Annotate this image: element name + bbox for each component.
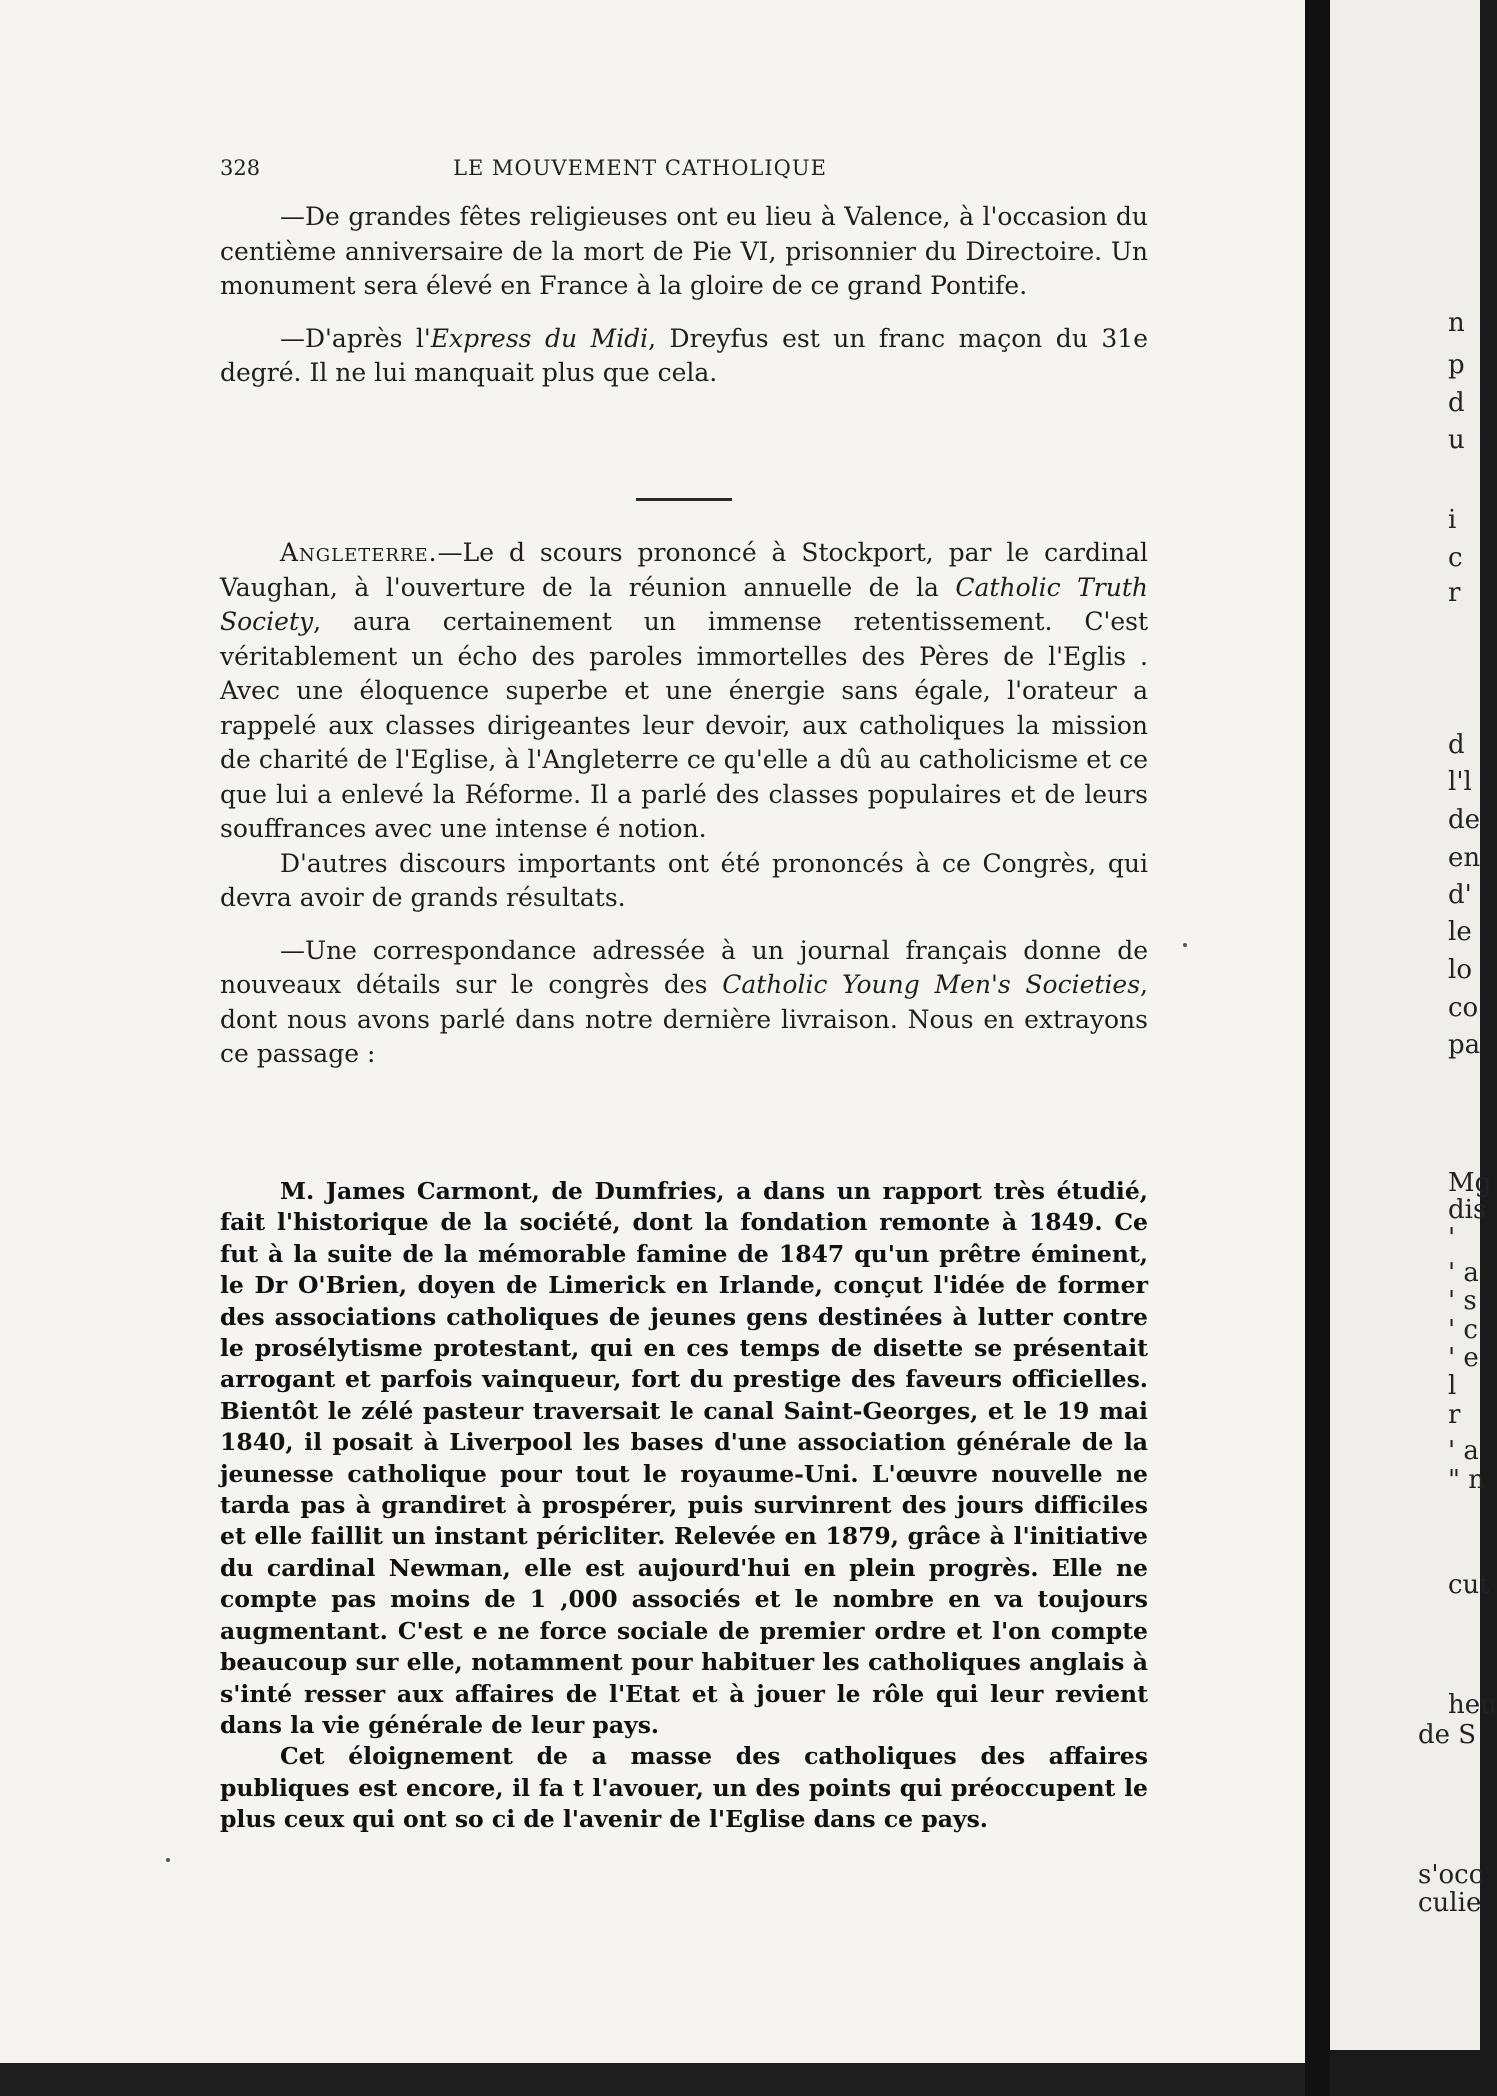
quote-paragraph-1: M. James Carmont, de Dumfries, a dans un rapport très étudié, fait l'historique de la société, dont la fondation remonte à 1849. Ce fut à la suite de la mémorable famine de 1847 qu'un prêtre éminent, le Dr O'Brien, doyen de Limerick en Irlande, conçut l'idée de former des associations catholiques de jeunes gens destinées à lutter contre le prosélytisme protestant, qui en ces temps de disette se présentait arrogant et parfois vainqueur, fort du prestige des faveurs officielles. Bientôt le zélé pasteur traversait le canal Saint-Georges, et le 19 mai 1840, il posait à Liverpool les bases d'une association générale de la jeunesse catholique pour tout le royaume-Uni. L'œuvre nouvelle ne tarda pas à grandiret à prospérer, puis survinrent des jours difficiles et elle faillit un instant péricliter. Relevée en 1879, grâce à l'initiative du cardinal Newman, elle est aujourd'hui en plein progrès. Elle ne compte pas moins de 1 ,000 associés et le nombre en va toujours augmentant. C'est e ne force sociale de premier ordre et l'on compte beaucoup sur elle, notamment pour habituer les catholiques anglais à s'inté resser aux affaires de l'Etat et à jouer le rôle qui leur revient dans la vie générale de leur pays. [220,1177,1148,1739]
top-text-block [220,200,1148,391]
facing-page-fragment: ' c [1448,1315,1478,1345]
facing-page-fragment: d' [1448,880,1472,910]
facing-page-fragment: ' e [1448,1343,1479,1373]
facing-page-fragment: u [1448,425,1465,455]
facing-page-fragment: r [1448,578,1461,608]
quoted-passage [220,1176,1148,1836]
facing-page-fragment: co [1448,993,1479,1023]
section-separator [636,498,732,501]
facing-page-fragment: de S [1418,1720,1477,1750]
facing-page-fragment: ' a [1448,1258,1479,1288]
congress-name: Catholic Young Men's Societies [722,970,1141,999]
speck [166,1858,170,1862]
facing-page-fragment: c [1448,543,1463,573]
paragraph-express: —D'après l'Express du Midi, Dreyfus est un franc maçon du 31e degré. Il ne lui manquait plus que cela. [220,323,1148,387]
facing-page-fragment: Mg [1448,1168,1492,1198]
facing-page-fragment: d [1448,730,1465,760]
facing-page-fragment: d [1448,388,1465,418]
paragraph-autres: D'autres discours importants ont été prononcés à ce Congrès, qui devra avoir de grands résultats. [220,848,1148,912]
facing-page-fragment: n [1448,308,1465,338]
paragraph-angleterre: Angleterre.—Le d scours prononcé à Stockport, par le cardinal Vaughan, à l'ouverture de la réunion annuelle de la Catholic Truth Society, aura certainement un immense retentissement. C'est véritablement un écho des paroles immortelles des Pères de l'Eglis . Avec une éloquence superbe et une énergie sans égale, l'orateur a rappelé aux classes dirigeantes leur devoir, aux catholiques la mission de charité de l'Eglise, à l'Angleterre ce qu'elle a dû au catholicisme et ce que lui a enlevé la Réforme. Il a parlé des classes populaires et de leurs souffrances avec une intense é notion. [220,538,1148,843]
facing-page-fragment: l'l [1448,767,1472,797]
facing-page-fragment: culie [1418,1888,1482,1918]
facing-page-fragment: en [1448,843,1481,873]
section-label: Angleterre. [280,538,438,567]
facing-page-fragment: p [1448,350,1465,380]
facing-page-fragment: lo [1448,955,1472,985]
paragraph-correspondance: —Une correspondance adressée à un journal français donne de nouveaux détails sur le congrès des Catholic Young Men's Societies, dont nous avons parlé dans notre dernière livraison. Nous en extrayons ce passage : [220,935,1148,1068]
society-name: Catholic Truth Society [220,572,1148,636]
publication-title: Express du Midi [430,323,649,353]
page-number: 328 [220,156,261,180]
facing-page-fragment: de [1448,805,1481,835]
running-title: LE MOUVEMENT CATHOLIQUE [453,156,827,180]
facing-page-fragment: r [1448,1400,1461,1430]
facing-page-fragment: dis [1448,1195,1487,1225]
facing-page-fragment: pa [1448,1030,1481,1060]
facing-page-fragment: " n [1448,1465,1485,1495]
facing-page-fragment: ' [1448,1223,1456,1253]
paragraph-valence: —De grandes fêtes religieuses ont eu lieu à Valence, à l'occasion du centième anniversaire de la mort de Pie VI, prisonnier du Directoire. Un monument sera élevé en France à la gloire de ce grand Pontife. [220,202,1148,300]
facing-page-fragment: i [1448,505,1457,535]
scan-border [0,2063,1305,2096]
facing-page-fragment: s'occ [1418,1860,1484,1890]
quote-paragraph-2: Cet éloignement de a masse des catholiques des affaires publiques est encore, il fa t l'avouer, un des points qui préoccupent le plus ceux qui ont so ci de l'avenir de l'Eglise dans ce pays. [220,1742,1148,1834]
facing-page-fragment: cut [1448,1570,1490,1600]
facing-page-fragment: le [1448,917,1472,947]
facing-page-fragment: heu [1448,1690,1497,1720]
speck [1183,943,1187,947]
facing-page-fragment: l [1448,1371,1457,1401]
angleterre-block [220,536,1148,1072]
facing-page-fragment: ' s [1448,1286,1477,1316]
page-header [220,156,1060,186]
book-gutter [1305,0,1330,2096]
facing-page-fragment: ' a [1448,1436,1479,1466]
